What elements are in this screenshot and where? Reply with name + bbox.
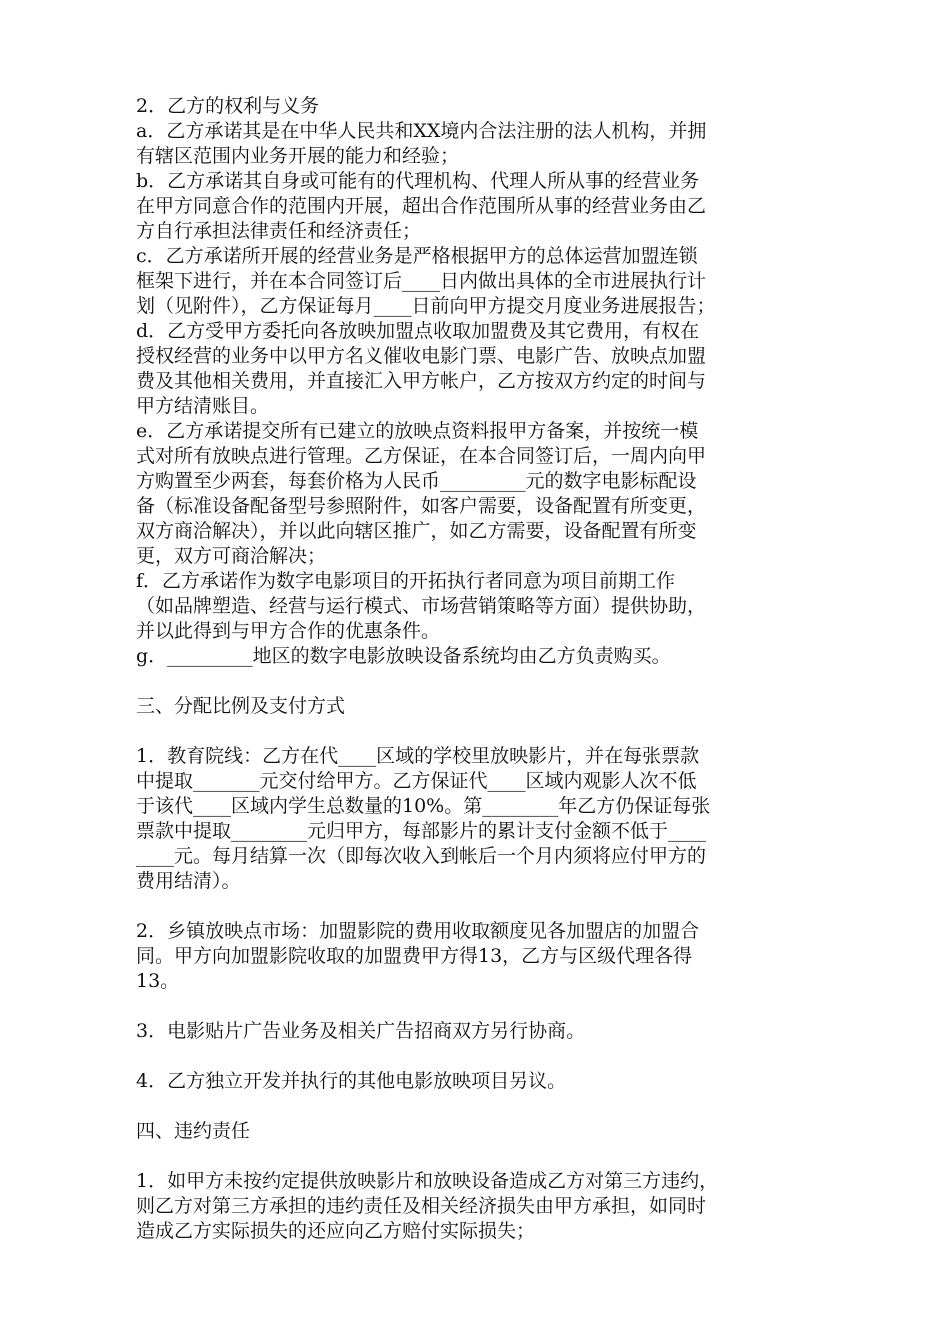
text-line: 甲方结清账目。: [136, 395, 270, 417]
text-line: 框架下进行，并在本合同签订后____日内做出具体的全市进展执行计: [136, 270, 707, 292]
text-line: 费用结清）。: [136, 870, 241, 892]
paragraph-spacer: [136, 1144, 826, 1169]
text-line: 双方商洽解决），并以此向辖区推广，如乙方需要，设备配置有所变: [136, 520, 697, 542]
text-line: ____元。每月结算一次（即每次收入到帐后一个月内须将应付甲方的: [136, 845, 707, 867]
text-line: 票款中提取________元归甲方，每部影片的累计支付金额不低于____: [136, 820, 707, 842]
text-line: （如品牌塑造、经营与运行模式、市场营销策略等方面）提供协助，: [136, 595, 707, 617]
text-line: f．乙方承诺作为数字电影项目的开拓执行者同意为项目前期工作: [136, 570, 676, 592]
text-line: 更，双方可商洽解决；: [136, 545, 327, 567]
text-line: 授权经营的业务中以甲方名义催收电影门票、电影广告、放映点加盟: [136, 345, 707, 367]
text-line: 13。: [136, 970, 180, 992]
text-line: 方自行承担法律责任和经济责任；: [136, 220, 422, 242]
text-line: 1．教育院线：乙方在代____区域的学校里放映影片，并在每张票款: [136, 745, 700, 767]
text-line: 2．乡镇放映点市场：加盟影院的费用收取额度见各加盟店的加盟合: [136, 920, 700, 942]
document-body: [136, 94, 826, 1244]
text-line: 三、分配比例及支付方式: [136, 695, 346, 717]
text-line: 在甲方同意合作的范围内开展，超出合作范围所从事的经营业务由乙: [136, 195, 707, 217]
text-line: 3．电影贴片广告业务及相关广告招商双方另行协商。: [136, 1020, 586, 1042]
text-line: 式对所有放映点进行管理。乙方保证，在本合同签订后，一周内向甲: [136, 445, 707, 467]
text-line: e．乙方承诺提交所有已建立的放映点资料报甲方备案，并按统一模: [136, 420, 699, 442]
text-line: 造成乙方实际损失的还应向乙方赔付实际损失；: [136, 1220, 536, 1242]
text-line: 于该代____区域内学生总数量的10%。第________年乙方仍保证每张: [136, 795, 711, 817]
paragraph-spacer: [136, 1044, 826, 1069]
text-line: 2．乙方的权利与义务: [136, 95, 320, 117]
text-line: d．乙方受甲方委托向各放映加盟点收取加盟费及其它费用，有权在: [136, 320, 700, 342]
text-line: 4．乙方独立开发并执行的其他电影放映项目另议。: [136, 1070, 567, 1092]
text-line: c．乙方承诺所开展的经营业务是严格根据甲方的总体运营加盟连锁: [136, 245, 698, 267]
text-line: 方购置至少两套，每套价格为人民币_________元的数字电影标配设: [136, 470, 697, 492]
text-line: b．乙方承诺其自身或可能有的代理机构、代理人所从事的经营业务: [136, 170, 700, 192]
text-line: 四、违约责任: [136, 1120, 251, 1142]
text-line: 备（标准设备配备型号参照附件，如客户需要，设备配置有所变更，: [136, 495, 707, 517]
paragraph-spacer: [136, 669, 826, 694]
text-line: 中提取_______元交付给甲方。乙方保证代____区域内观影人次不低: [136, 770, 697, 792]
paragraph-spacer: [136, 994, 826, 1019]
text-line: g．_________地区的数字电影放映设备系统均由乙方负责购买。: [136, 645, 671, 667]
text-line: 1．如甲方未按约定提供放映影片和放映设备造成乙方对第三方违约，: [136, 1170, 719, 1192]
text-line: 划（见附件），乙方保证每月____日前向甲方提交月度业务进展报告；: [136, 295, 716, 317]
text-line: a．乙方承诺其是在中华人民共和XX境内合法注册的法人机构，并拥: [136, 120, 707, 142]
paragraph-spacer: [136, 719, 826, 744]
paragraph-spacer: [136, 894, 826, 919]
text-line: 并以此得到与甲方合作的优惠条件。: [136, 620, 441, 642]
text-line: 费及其他相关费用，并直接汇入甲方帐户，乙方按双方约定的时间与: [136, 370, 707, 392]
paragraph-spacer: [136, 1094, 826, 1119]
text-line: 同。甲方向加盟影院收取的加盟费甲方得13，乙方与区级代理各得: [136, 945, 693, 967]
text-line: 则乙方对第三方承担的违约责任及相关经济损失由甲方承担，如同时: [136, 1195, 707, 1217]
text-line: 有辖区范围内业务开展的能力和经验；: [136, 145, 460, 167]
